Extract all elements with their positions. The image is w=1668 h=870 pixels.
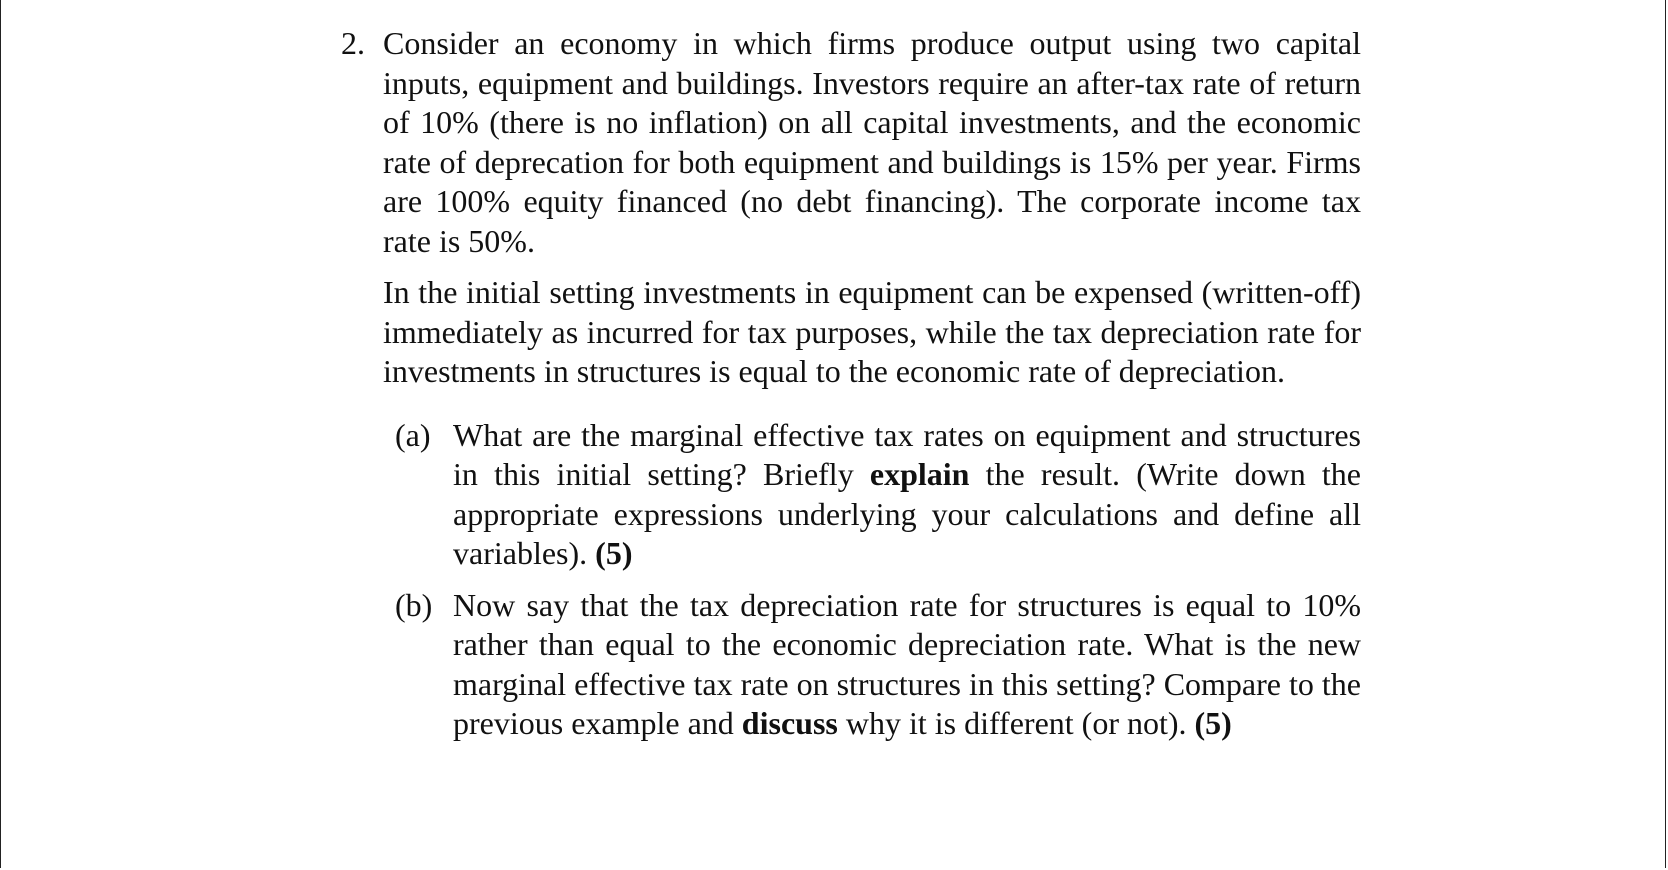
part-b-text-1: Now say that the tax depreciation rate for structures is equal to 10% rather than equal to the economic depreciation rate. What is the new marginal effective tax rate on structures in this setting? Compare to the previous example and (453, 586, 1361, 741)
question-parts (383, 416, 1361, 744)
question-body (383, 24, 1361, 744)
question-intro: Consider an economy in which firms produce output using two capital inputs, equipment and buildings. Investors require an after-tax rate of return of 10% (there is no inflation) on all capital investments, and the economic rate of deprecation for both equipment and buildings is 15% per year. Firms are 100% equity financed (no debt financing). The corporate income tax rate is 50%. (383, 25, 1361, 259)
question-number: 2. (341, 25, 365, 61)
part-b-label: (b) (395, 586, 433, 623)
question-setting: In the initial setting investments in equipment can be expensed (written-off) immediately as incurred for tax purposes, while the tax depreciation rate for investments in structures is equal to the economic rate of depreciation. (383, 274, 1361, 389)
question-2 (341, 24, 1361, 744)
part-a-bold: explain (869, 456, 970, 492)
part-a-text-1: What are the marginal effective tax rates on equipment and structures in this initial setting? Briefly (453, 416, 1361, 492)
part-b (395, 586, 1361, 744)
part-a (395, 416, 1362, 574)
part-a-text-2: the result. (Write down the appropriate expressions underlying your calculations and define all variables). (453, 456, 1362, 571)
part-b-text-2: why it is different (or not). (837, 705, 1195, 741)
part-a-label: (a) (395, 416, 431, 453)
part-b-points: (5) (1194, 705, 1232, 741)
part-a-points: (5) (595, 535, 633, 571)
part-b-bold: discuss (741, 705, 838, 741)
